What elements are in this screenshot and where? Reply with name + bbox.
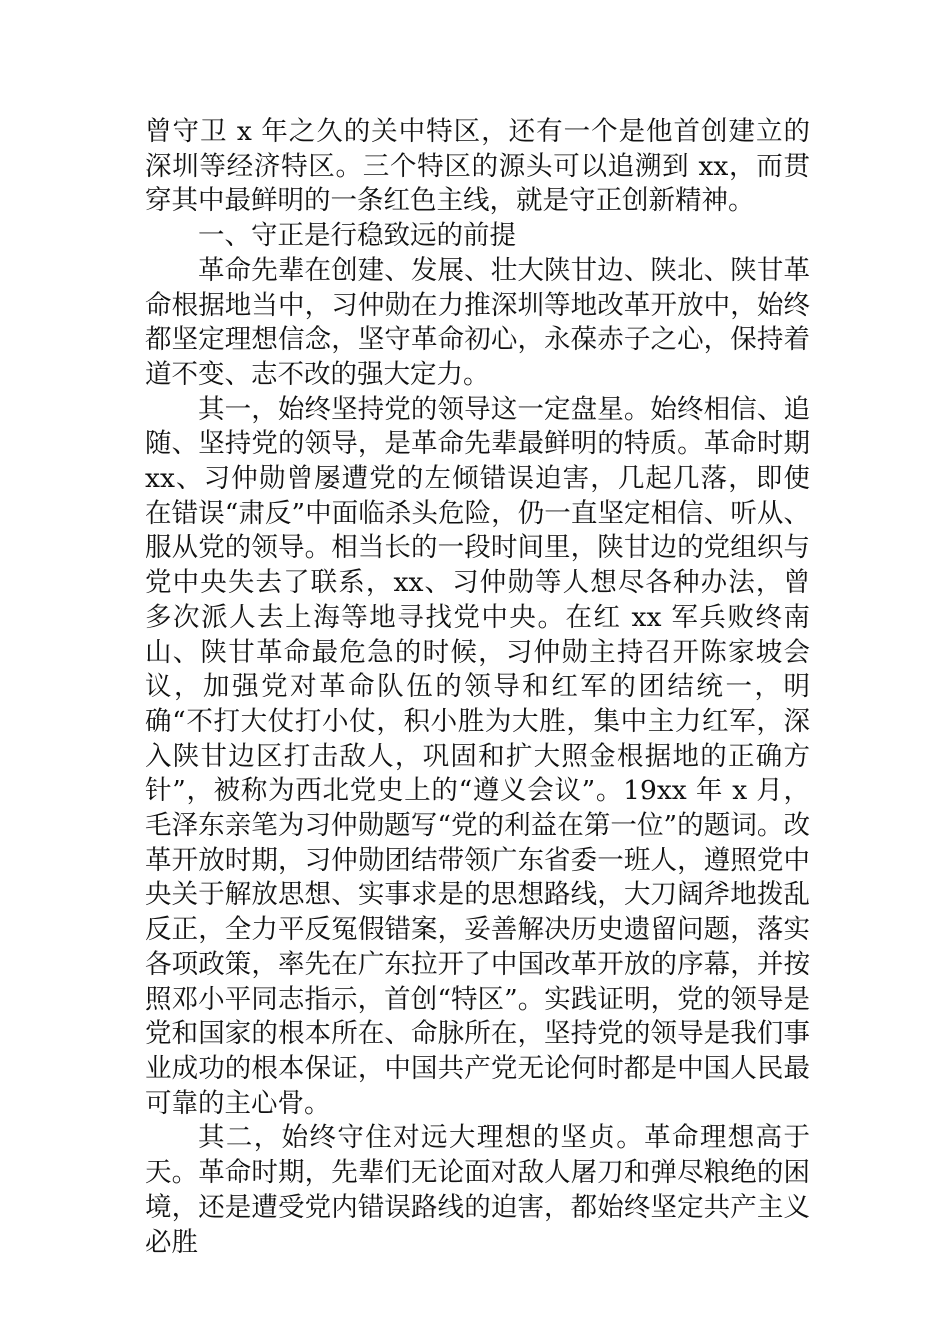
document-page (145, 115, 810, 1260)
paragraph-overview: 革命先辈在创建、发展、壮大陕甘边、陕北、陕甘革命根据地当中，习仲勋在力推深圳等地改革开放中，始终都坚定理想信念，坚守革命初心，永葆赤子之心，保持着道不变、志不改的强大定力。 (145, 254, 810, 390)
paragraph-intro-continued: 曾守卫 x 年之久的关中特区，还有一个是他首创建立的深圳等经济特区。三个特区的源头可以追溯到 xx，而贯穿其中最鲜明的一条红色主线，就是守正创新精神。 (145, 116, 810, 217)
section-heading: 一、守正是行稳致远的前提 (198, 220, 516, 252)
paragraph-point-two: 其二，始终守住对远大理想的坚贞。革命理想高于天。革命时期，先辈们无论面对敌人屠刀和弹尽粮绝的困境，还是遭受党内错误路线的迫害，都始终坚定共产主义必胜 (145, 1122, 810, 1258)
paragraph-point-one: 其一，始终坚持党的领导这一定盘星。始终相信、追随、坚持党的领导，是革命先辈最鲜明的特质。革命时期xx、习仲勋曾屡遭党的左倾错误迫害，几起几落，即使在错误“肃反”中面临杀头危险，仍一直坚定相信、听从、服从党的领导。相当长的一段时间里，陕甘边的党组织与党中央失去了联系，xx、习仲勋等人想尽各种办法，曾多次派人去上海等地寻找党中央。在红 xx 军兵败终南山、陕甘革命最危急的时候，习仲勋主持召开陈家坡会议，加强党对革命队伍的领导和红军的团结统一，明确“不打大仗打小仗，积小胜为大胜，集中主力红军，深入陕甘边区打击敌人，巩固和扩大照金根据地的正确方针”，被称为西北党史上的“遵义会议”。19xx 年 x 月，毛泽东亲笔为习仲勋题写“党的利益在第一位”的题词。改革开放时期，习仲勋团结带领广东省委一班人，遵照党中央关于解放思想、实事求是的思想路线，大刀阔斧地拨乱反正，全力平反冤假错案，妥善解决历史遗留问题，落实各项政策，率先在广东拉开了中国改革开放的序幕，并按照邓小平同志指示，首创“特区”。实践证明，党的领导是党和国家的根本所在、命脉所在，坚持党的领导是我们事业成功的根本保证，中国共产党无论何时都是中国人民最可靠的主心骨。 (145, 393, 810, 1119)
